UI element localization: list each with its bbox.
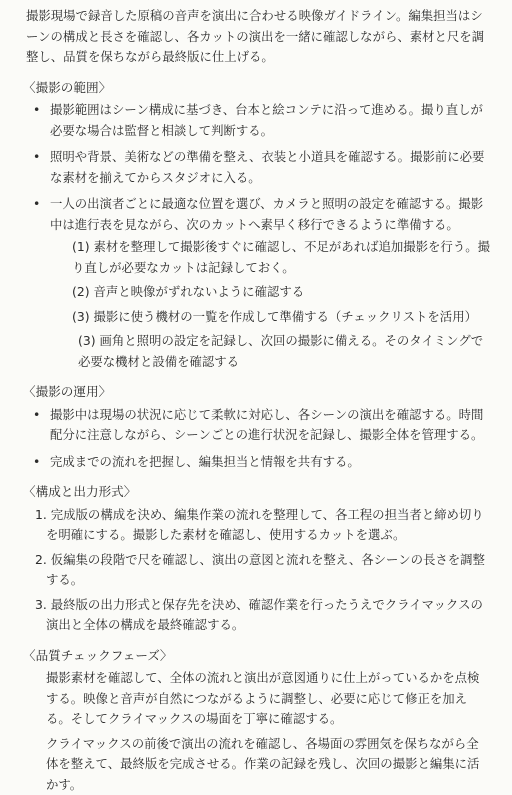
bullet-list — [26, 100, 490, 372]
numbered-list — [26, 505, 490, 636]
paragraph: 撮影素材を確認して、全体の流れと演出が意図通りに仕上がっているかを点検する。映像と音声が自然につながるように調整し、必要に応じて修正を加える。そしてクライマックスの場面を丁寧に確認する。 — [46, 668, 490, 730]
list-item: 2. 仮編集の段階で尺を確認し、演出の意図と流れを整え、各シーンの長さを調整する。 — [46, 550, 490, 591]
quality-check-body — [26, 668, 490, 795]
list-item: • 撮影範囲はシーン構成に基づき、台本と絵コンテに沿って進める。撮り直しが必要な場合は監督と相談して判断する。 — [50, 100, 490, 141]
list-item: 1. 完成版の構成を決め、編集作業の流れを整理して、各工程の担当者と締め切りを明確にする。撮影した素材を確認し、使用するカットを選ぶ。 — [46, 505, 490, 546]
section-shooting-scope — [26, 78, 490, 373]
sub-list-item: (2) 音声と映像がずれないように確認する — [72, 282, 490, 303]
list-item: • 完成までの流れを把握し、編集担当と情報を共有する。 — [50, 452, 490, 473]
section-shooting-operation — [26, 382, 490, 472]
section-structure-output — [26, 482, 490, 636]
sub-list-item: (1) 素材を整理して撮影後すぐに確認し、不足があれば追加撮影を行う。撮り直しが必要なカットは記録しておく。 — [72, 237, 490, 278]
list-item — [50, 194, 490, 372]
intro-paragraph: 撮影現場で録音した原稿の音声を演出に合わせる映像ガイドライン。編集担当はシーンの構成と長さを確認し、各カットの演出を一緒に確認しながら、素材と尺を調整し、品質を保ちながら最終版に仕上げる。 — [26, 6, 490, 68]
sub-list-item: (3) 画角と照明の設定を記録し、次回の撮影に備える。そのタイミングで必要な機材と設備を確認する — [78, 331, 490, 372]
list-item-text: 一人の出演者ごとに最適な位置を選び、カメラと照明の設定を確認する。撮影中は進行表を見ながら、次のカットへ素早く移行できるように準備する。 — [50, 196, 483, 232]
section-quality-check — [26, 646, 490, 795]
section-heading: 〈撮影の運用〉 — [23, 382, 490, 403]
section-heading: 〈撮影の範囲〉 — [23, 78, 490, 99]
section-heading: 〈構成と出力形式〉 — [23, 482, 490, 503]
paragraph: クライマックスの前後で演出の流れを確認し、各場面の雰囲気を保ちながら全体を整えて、最終版を完成させる。作業の記録を残し、次回の撮影と編集に活かす。 — [46, 734, 490, 795]
list-item: • 照明や背景、美術などの準備を整え、衣装と小道具を確認する。撮影前に必要な素材を揃えてからスタジオに入る。 — [50, 147, 490, 188]
bullet-list — [26, 405, 490, 473]
sub-list — [72, 237, 490, 372]
section-heading: 〈品質チェックフェーズ〉 — [23, 646, 490, 667]
list-item: 3. 最終版の出力形式と保存先を決め、確認作業を行ったうえでクライマックスの演出と全体の構成を最終確認する。 — [46, 595, 490, 636]
sub-list-item: (3) 撮影に使う機材の一覧を作成して準備する（チェックリストを活用） — [72, 307, 490, 328]
list-item: • 撮影中は現場の状況に応じて柔軟に対応し、各シーンの演出を確認する。時間配分に注意しながら、シーンごとの進行状況を記録し、撮影全体を管理する。 — [50, 405, 490, 446]
